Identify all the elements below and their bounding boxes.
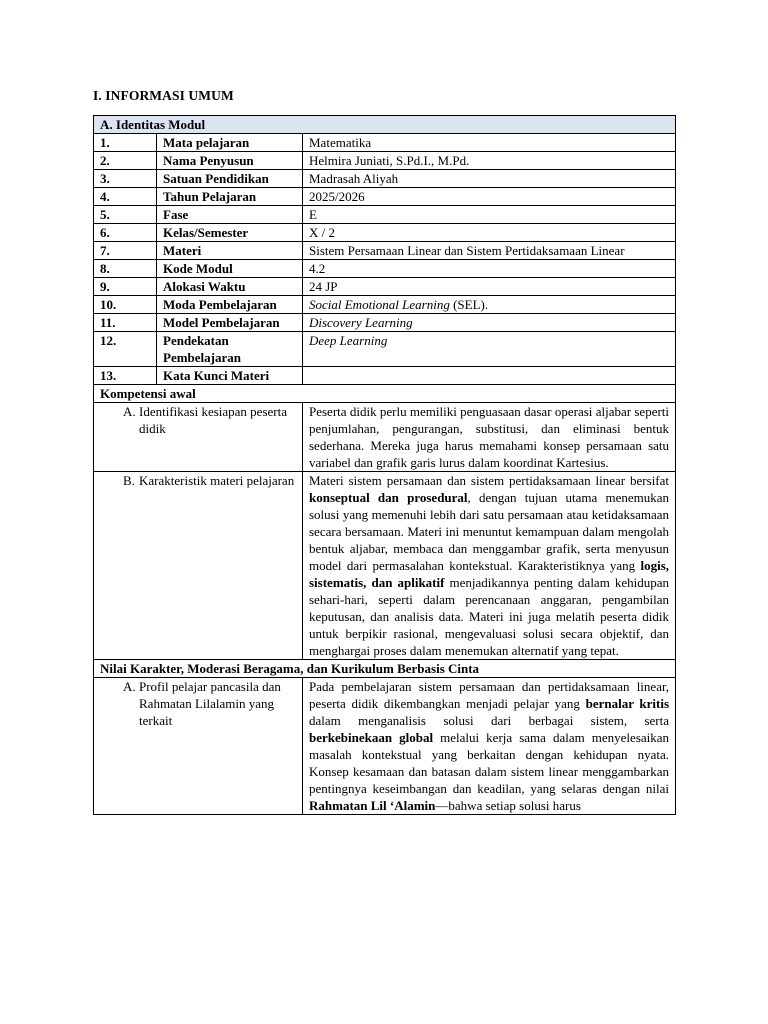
identitas-row xyxy=(94,260,676,278)
row-number: 6. xyxy=(94,224,157,242)
row-value xyxy=(303,314,676,332)
text-run: dalam menganalisis solusi dari berbagai sistem, serta xyxy=(309,713,670,728)
nilai-header-row xyxy=(94,660,676,678)
row-label: Moda Pembelajaran xyxy=(157,296,303,314)
row-value xyxy=(303,332,676,367)
row-number: 1. xyxy=(94,134,157,152)
identitas-row xyxy=(94,170,676,188)
identitas-row xyxy=(94,296,676,314)
row-value-italic: Deep Learning xyxy=(309,333,388,348)
row-number: 5. xyxy=(94,206,157,224)
text-run: Materi sistem persamaan dan sistem pertidaksamaan linear bersifat xyxy=(309,473,670,488)
row-label: Satuan Pendidikan xyxy=(157,170,303,188)
row-value: Sistem Persamaan Linear dan Sistem Pertidaksamaan Linear xyxy=(303,242,676,260)
row-value: 2025/2026 xyxy=(303,188,676,206)
text-run: —bahwa setiap solusi harus xyxy=(435,798,581,813)
row-number: 3. xyxy=(94,170,157,188)
row-value: Matematika xyxy=(303,134,676,152)
section-title: I. INFORMASI UMUM xyxy=(93,88,234,103)
row-label: Kelas/Semester xyxy=(157,224,303,242)
bold-phrase: konseptual dan prosedural xyxy=(309,490,468,505)
row-value xyxy=(303,296,676,314)
identitas-row xyxy=(94,332,676,367)
module-info-table xyxy=(93,115,676,815)
karakteristik-row-label-cell xyxy=(94,472,303,660)
row-value-italic: Discovery Learning xyxy=(309,315,413,330)
identitas-row xyxy=(94,188,676,206)
row-label: Kode Modul xyxy=(157,260,303,278)
profil-row xyxy=(94,678,676,815)
row-number: 4. xyxy=(94,188,157,206)
list-label: Karakteristik materi pelajaran xyxy=(139,473,295,488)
row-value-rest: (SEL). xyxy=(449,297,489,312)
kesiapan-row-label-cell xyxy=(94,403,303,472)
identitas-row xyxy=(94,367,676,385)
row-label: Tahun Pelajaran xyxy=(157,188,303,206)
identitas-row xyxy=(94,224,676,242)
row-label: Nama Penyusun xyxy=(157,152,303,170)
bold-phrase: logis, sistematis, dan aplikatif xyxy=(309,558,670,590)
row-number: 11. xyxy=(94,314,157,332)
text-run: Pada pembelajaran sistem persamaan dan pertidaksamaan linear, peserta didik dikembangkan menjadi pelajar yang xyxy=(309,679,670,711)
bold-phrase: berkebinekaan global xyxy=(309,730,434,745)
row-label: Model Pembelajaran xyxy=(157,314,303,332)
list-label: Identifikasi kesiapan peserta didik xyxy=(139,404,287,436)
profil-row-label-cell xyxy=(94,678,303,815)
karakteristik-row xyxy=(94,472,676,660)
identitas-row xyxy=(94,314,676,332)
nilai-header: Nilai Karakter, Moderasi Beragama, dan Kurikulum Berbasis Cinta xyxy=(94,660,676,678)
kesiapan-row-text xyxy=(303,403,676,472)
text-run: melalui kerja sama dalam menyelesaikan masalah kontekstual yang berkaitan dengan kehidupan nyata. Konsep kesamaan dan batasan dalam sistem linear menggambarkan pentingnya keseimbangan dan keadilan, yang selaras dengan nilai xyxy=(309,730,670,796)
identitas-header-row xyxy=(94,116,676,134)
text-run: menjadikannya penting dalam kehidupan sehari-hari, seperti dalam perencanaan anggaran, pengambilan keputusan, dan analisis data. Materi ini juga melatih peserta didik untuk berpikir rasional, mengevaluasi solusi secara objektif, dan menghargai proses dalam menemukan alternatif yang tepat. xyxy=(309,575,670,658)
kesiapan-row xyxy=(94,403,676,472)
row-value: E xyxy=(303,206,676,224)
row-value-italic: Social Emotional Learning xyxy=(309,297,450,312)
row-label: Mata pelajaran xyxy=(157,134,303,152)
list-marker: A. xyxy=(123,404,136,419)
identitas-row xyxy=(94,242,676,260)
text-run: Peserta didik perlu memiliki penguasaan dasar operasi aljabar seperti penjumlahan, pengurangan, substitusi, dan eliminasi bentuk sederhana. Mereka juga harus memahami konsep persamaan satu variabel dan grafik garis lurus dalam koordinat Kartesius. xyxy=(309,404,670,470)
row-value: 4.2 xyxy=(303,260,676,278)
kompetensi-header: Kompetensi awal xyxy=(94,385,676,403)
bold-phrase: Rahmatan Lil ‘Alamin xyxy=(309,798,436,813)
list-marker: B. xyxy=(123,473,135,488)
row-number: 9. xyxy=(94,278,157,296)
row-value: Madrasah Aliyah xyxy=(303,170,676,188)
row-number: 13. xyxy=(94,367,157,385)
identitas-row xyxy=(94,278,676,296)
row-label: Fase xyxy=(157,206,303,224)
row-number: 7. xyxy=(94,242,157,260)
profil-row-text xyxy=(303,678,676,815)
row-value xyxy=(303,367,676,385)
karakteristik-row-text xyxy=(303,472,676,660)
row-number: 2. xyxy=(94,152,157,170)
identitas-row xyxy=(94,152,676,170)
list-label: Profil pelajar pancasila dan Rahmatan Lilalamin yang terkait xyxy=(139,679,281,728)
row-value: Helmira Juniati, S.Pd.I., M.Pd. xyxy=(303,152,676,170)
row-number: 10. xyxy=(94,296,157,314)
identitas-row xyxy=(94,206,676,224)
row-number: 8. xyxy=(94,260,157,278)
row-number: 12. xyxy=(94,332,157,367)
row-value: 24 JP xyxy=(303,278,676,296)
identitas-header: A. Identitas Modul xyxy=(94,116,676,134)
row-label: Alokasi Waktu xyxy=(157,278,303,296)
row-label: Materi xyxy=(157,242,303,260)
list-marker: A. xyxy=(123,679,136,694)
row-label: Kata Kunci Materi xyxy=(157,367,303,385)
row-label: Pendekatan Pembelajaran xyxy=(157,332,303,367)
row-value: X / 2 xyxy=(303,224,676,242)
identitas-row xyxy=(94,134,676,152)
text-run: , dengan tujuan utama menemukan solusi yang memenuhi lebih dari satu persamaan atau ketidaksamaan secara bersamaan. Materi ini menuntut kemampuan dalam mengolah bentuk aljabar, membaca dan menggambar grafik, serta menyusun model dari permasalahan kontekstual. Karakteristiknya yang xyxy=(309,490,670,573)
bold-phrase: bernalar kritis xyxy=(585,696,670,711)
kompetensi-header-row xyxy=(94,385,676,403)
